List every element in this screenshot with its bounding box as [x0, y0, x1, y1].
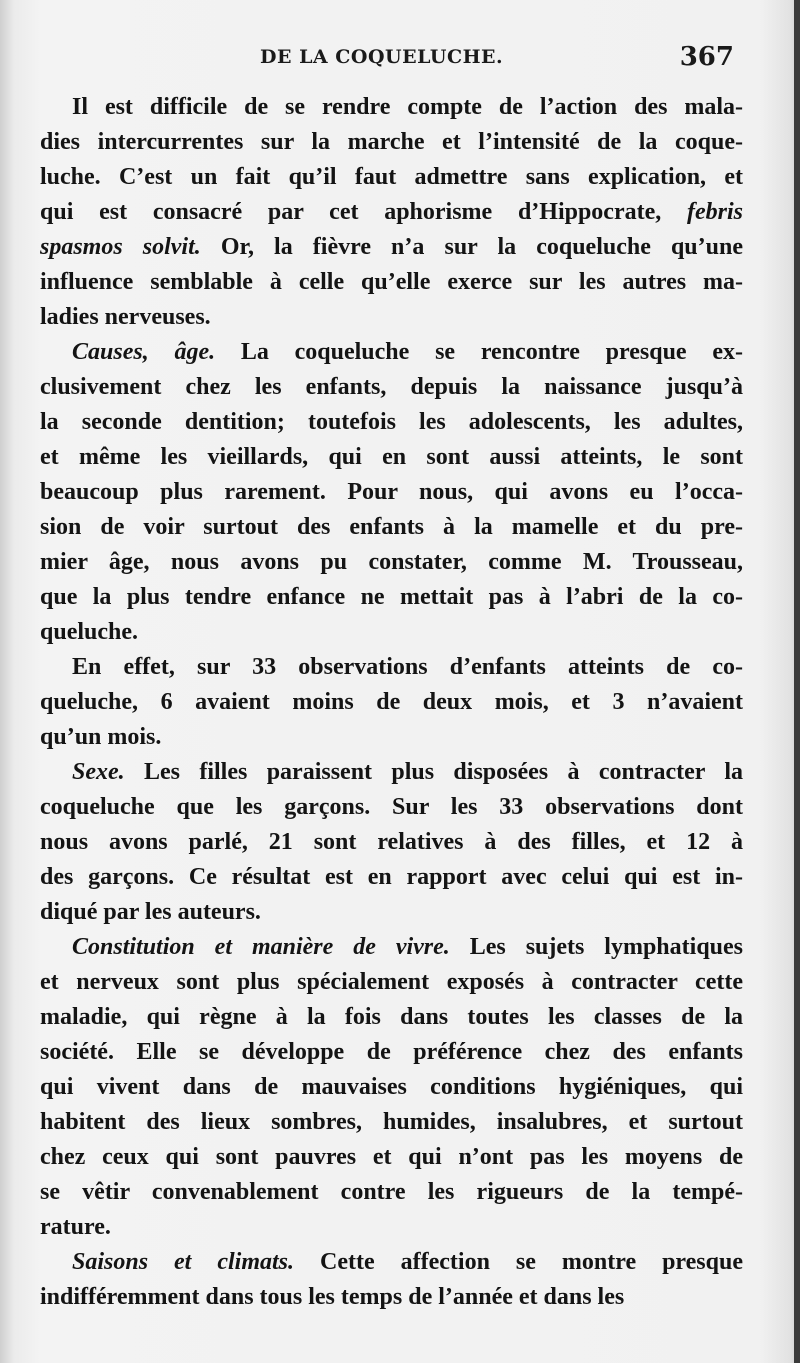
text-line: [40, 790, 743, 825]
text-line: [40, 1280, 743, 1315]
paragraph: [40, 930, 743, 1245]
line-text: Il est difficile de se rendre compte de l’action des mala-: [72, 94, 743, 120]
text-line: [40, 300, 743, 335]
text-line: [40, 265, 743, 300]
paragraph: [40, 1245, 743, 1315]
line-text: chez ceux qui sont pauvres et qui n’ont pas les moyens de: [40, 1144, 743, 1170]
paragraph: [40, 755, 743, 930]
line-text: Cette affection se montre presque: [294, 1249, 743, 1275]
text-line: [40, 720, 743, 755]
line-text: Or, la fièvre n’a sur la coqueluche qu’une: [200, 234, 743, 260]
paragraph: [40, 650, 743, 755]
text-line: [40, 440, 743, 475]
text-line: [40, 1245, 743, 1280]
text-line: [40, 825, 743, 860]
italic-text: Causes, âge.: [72, 339, 216, 365]
line-text: des garçons. Ce résultat est en rapport avec celui qui est in-: [40, 864, 743, 890]
italic-text: febris: [687, 199, 743, 225]
text-line: [40, 335, 743, 370]
line-text: qui vivent dans de mauvaises conditions hygiéniques, qui: [40, 1074, 743, 1100]
text-line: [40, 965, 743, 1000]
text-line: [40, 755, 743, 790]
page-header: [60, 42, 740, 76]
line-text: habitent des lieux sombres, humides, insalubres, et surtout: [40, 1109, 743, 1135]
text-line: [40, 405, 743, 440]
text-line: [40, 195, 743, 230]
italic-text: Sexe.: [72, 759, 125, 785]
line-text: mier âge, nous avons pu constater, comme M. Trousseau,: [40, 549, 743, 575]
italic-text: Constitution et manière de vivre.: [72, 934, 450, 960]
line-text: luche. C’est un fait qu’il faut admettre sans explication, et: [40, 164, 743, 190]
line-text: se vêtir convenablement contre les rigueurs de la tempé-: [40, 1179, 743, 1205]
text-line: [40, 895, 743, 930]
text-line: [40, 615, 743, 650]
line-text: ladies nerveuses.: [40, 304, 211, 330]
text-line: [40, 545, 743, 580]
line-text: diqué par les auteurs.: [40, 899, 261, 925]
line-text: indifféremment dans tous les temps de l’année et dans les: [40, 1284, 625, 1310]
text-line: [40, 930, 743, 965]
text-line: [40, 125, 743, 160]
line-text: société. Elle se développe de préférence chez des enfants: [40, 1039, 743, 1065]
line-text: dies intercurrentes sur la marche et l’intensité de la coque-: [40, 129, 743, 155]
body-text: [40, 90, 743, 1315]
text-line: [40, 230, 743, 265]
text-line: [40, 580, 743, 615]
text-line: [40, 475, 743, 510]
text-line: [40, 860, 743, 895]
line-text: nous avons parlé, 21 sont relatives à des filles, et 12 à: [40, 829, 743, 855]
line-text: sion de voir surtout des enfants à la mamelle et du pre-: [40, 514, 743, 540]
line-text: queluche, 6 avaient moins de deux mois, et 3 n’avaient: [40, 689, 743, 715]
text-line: [40, 90, 743, 125]
paragraph: [40, 90, 743, 335]
text-line: [40, 1035, 743, 1070]
text-line: [40, 160, 743, 195]
line-text: queluche.: [40, 619, 139, 645]
text-line: [40, 685, 743, 720]
line-text: maladie, qui règne à la fois dans toutes les classes de la: [40, 1004, 743, 1030]
text-line: [40, 650, 743, 685]
running-title: DE LA COQUELUCHE.: [260, 46, 504, 68]
text-line: [40, 1070, 743, 1105]
line-text: En effet, sur 33 observations d’enfants atteints de co-: [72, 654, 743, 680]
text-line: [40, 1210, 743, 1245]
italic-text: spasmos solvit.: [40, 234, 201, 260]
line-text: et même les vieillards, qui en sont aussi atteints, le sont: [40, 444, 743, 470]
line-text: Les filles paraissent plus disposées à contracter la: [124, 759, 743, 785]
line-text: rature.: [40, 1214, 111, 1240]
line-text: influence semblable à celle qu’elle exerce sur les autres ma-: [40, 269, 743, 295]
line-text: clusivement chez les enfants, depuis la naissance jusqu’à: [40, 374, 743, 400]
line-text: La coqueluche se rencontre presque ex-: [215, 339, 743, 365]
line-text: Les sujets lymphatiques: [449, 934, 743, 960]
italic-text: Saisons et climats.: [72, 1249, 295, 1275]
text-line: [40, 510, 743, 545]
text-line: [40, 1105, 743, 1140]
line-text: que la plus tendre enfance ne mettait pas à l’abri de la co-: [40, 584, 743, 610]
text-line: [40, 370, 743, 405]
line-text: qui est consacré par cet aphorisme d’Hippocrate,: [40, 199, 687, 225]
page-number: 367: [679, 42, 734, 72]
paragraph: [40, 335, 743, 650]
line-text: coqueluche que les garçons. Sur les 33 observations dont: [40, 794, 743, 820]
line-text: et nerveux sont plus spécialement exposés à contracter cette: [40, 969, 743, 995]
text-line: [40, 1140, 743, 1175]
line-text: qu’un mois.: [40, 724, 162, 750]
text-line: [40, 1000, 743, 1035]
line-text: la seconde dentition; toutefois les adolescents, les adultes,: [40, 409, 743, 435]
text-line: [40, 1175, 743, 1210]
line-text: beaucoup plus rarement. Pour nous, qui avons eu l’occa-: [40, 479, 743, 505]
